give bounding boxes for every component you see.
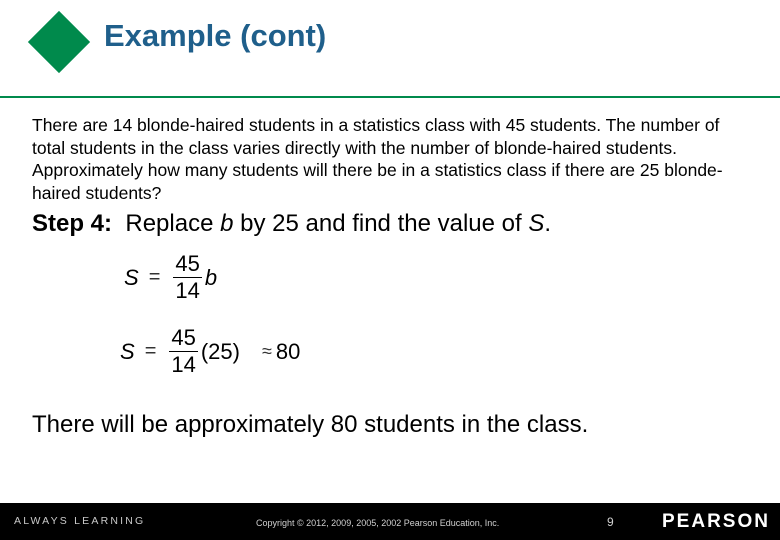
- equation-1: [124, 252, 217, 303]
- conclusion-text: There will be approximately 80 students in the class.: [32, 411, 589, 438]
- slide-title: Example (cont): [104, 18, 327, 53]
- eq1-lhs: S: [124, 264, 139, 290]
- title-diamond-icon: [28, 11, 90, 73]
- eq2-fraction: [169, 326, 197, 377]
- title-divider: [0, 96, 780, 98]
- eq2-approx-icon: ≈: [261, 341, 272, 361]
- footer-copyright: Copyright © 2012, 2009, 2005, 2002 Pearson Education, Inc.: [256, 518, 500, 528]
- pearson-logo: PEARSON: [662, 511, 770, 532]
- eq1-fraction: [173, 252, 201, 303]
- eq1-rhs-var: b: [204, 264, 218, 290]
- step-text-before: Replace: [125, 210, 221, 237]
- eq2-numerator: 45: [171, 325, 196, 350]
- step-label: Step 4:: [32, 210, 113, 237]
- eq2-equals: =: [144, 340, 157, 362]
- equation-2: [120, 326, 300, 377]
- eq2-lhs: S: [120, 338, 135, 364]
- step-var-b: b: [220, 210, 234, 237]
- step-text-end: .: [544, 210, 552, 237]
- step-heading: [32, 210, 551, 238]
- page-number: 9: [607, 515, 614, 529]
- step-text-middle: by 25 and find the value of: [233, 210, 529, 237]
- eq1-denominator: 14: [175, 278, 200, 303]
- eq2-denominator: 14: [171, 352, 196, 377]
- problem-text: There are 14 blonde-haired students in a statistics class with 45 students. The number of total students in the class varies directly with the number of blonde-haired students. Approximately how many students will there be in a statistics class if there are 25 blonde-haired students?: [32, 115, 723, 203]
- eq2-multiplier: (25): [200, 338, 240, 364]
- eq1-equals: =: [148, 266, 161, 288]
- footer-bar: [0, 503, 780, 540]
- eq1-numerator: 45: [175, 251, 200, 276]
- footer-tagline: ALWAYS LEARNING: [14, 515, 146, 527]
- step-var-s: S: [528, 210, 545, 237]
- eq2-result: 80: [275, 338, 301, 364]
